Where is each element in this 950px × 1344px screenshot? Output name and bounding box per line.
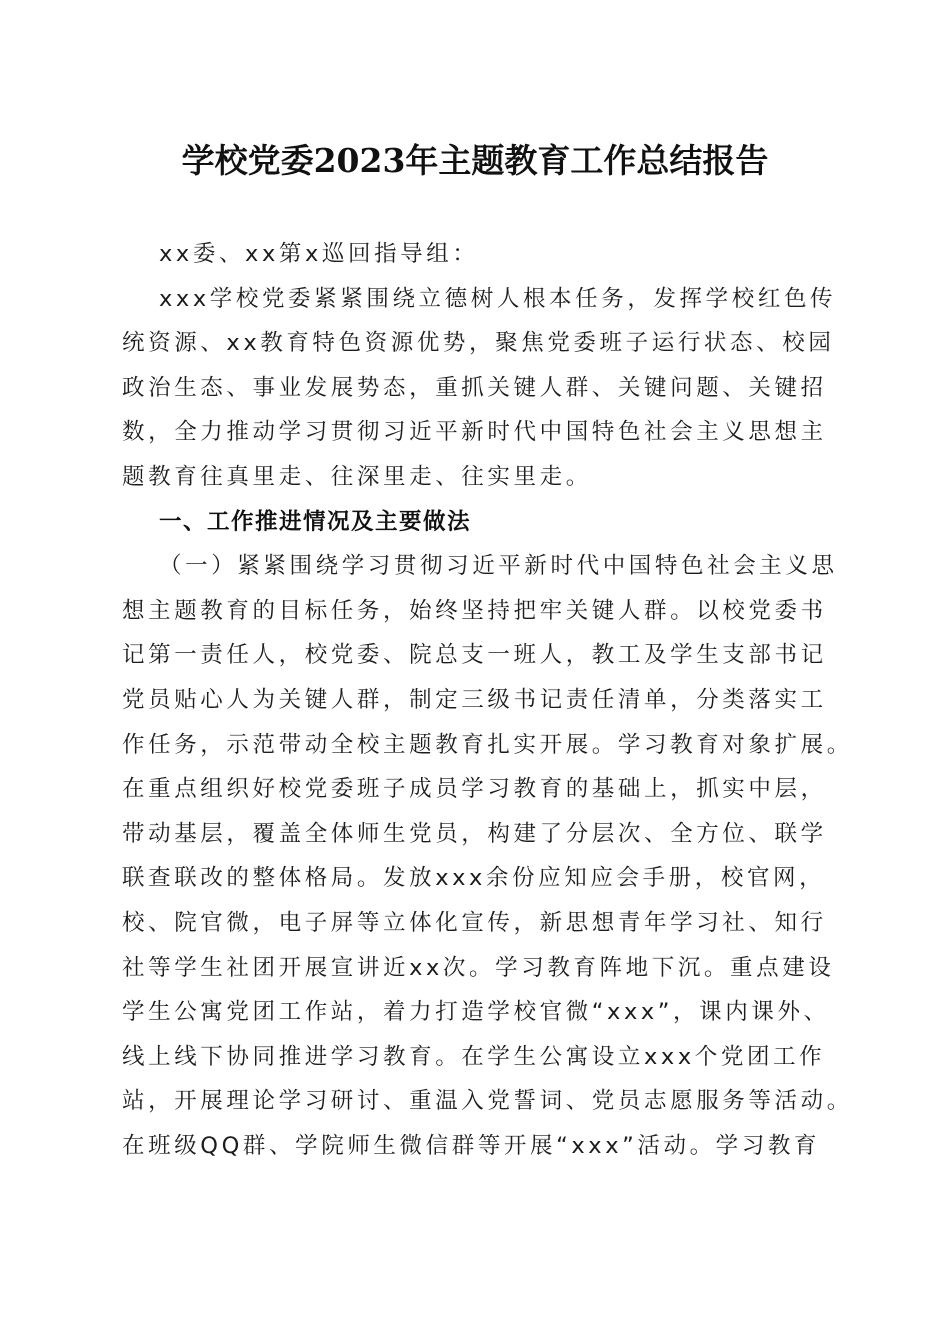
intro-line: 统资源、xx教育特色资源优势，聚焦党委班子运行状态、校园	[122, 330, 835, 357]
intro-line: 数，全力推动学习贯彻习近平新时代中国特色社会主义思想主	[122, 419, 827, 446]
section-body-line: 线上线下协同推进学习教育。在学生公寓设立xxx个党团工作	[122, 1043, 826, 1070]
section-body-line: 在重点组织好校党委班子成员学习教育的基础上，抓实中层，	[122, 776, 827, 803]
section-body-line: 作任务，示范带动全校主题教育扎实开展。学习教育对象扩展。	[122, 731, 853, 758]
section-body-line: 在班级QQ群、学院师生微信群等开展“xxx”活动。学习教育	[122, 1132, 821, 1159]
intro-line: 政治生态、事业发展势态，重抓关键人群、关键问题、关键招	[122, 374, 827, 401]
section-body-line: 想主题教育的目标任务，始终坚持把牢关键人群。以校党委书	[122, 597, 827, 624]
section-body-line: （一）紧紧围绕学习贯彻习近平新时代中国特色社会主义思	[159, 553, 838, 580]
document-body	[122, 232, 853, 1168]
document-title: 学校党委2023年主题教育工作总结报告	[181, 141, 769, 180]
section-body-line: 校、院官微，电子屏等立体化宣传，新思想青年学习社、知行	[122, 909, 827, 936]
salutation: xx委、xx第x巡回指导组：	[159, 241, 479, 267]
intro-line: 题教育往真里走、往深里走、往实里走。	[122, 463, 592, 490]
section-heading: 一、工作推进情况及主要做法	[159, 508, 472, 535]
section-body-line: 学生公寓党团工作站，着力打造学校官微“xxx”，课内课外、	[122, 999, 830, 1026]
section-body-line: 记第一责任人，校党委、院总支一班人，教工及学生支部书记	[122, 642, 827, 669]
section-body-line: 党员贴心人为关键人群，制定三级书记责任清单，分类落实工	[122, 686, 827, 713]
section-body-line: 社等学生社团开展宣讲近xx次。学习教育阵地下沉。重点建设	[122, 954, 835, 981]
section-body-line: 站，开展理论学习研讨、重温入党誓词、党员志愿服务等活动。	[122, 1088, 853, 1115]
section-body-line: 联查联改的整体格局。发放xxx余份应知应会手册，校官网，	[122, 865, 826, 892]
section-body-line: 带动基层，覆盖全体师生党员，构建了分层次、全方位、联学	[122, 820, 827, 847]
intro-line: xxx学校党委紧紧围绕立德树人根本任务，发挥学校红色传	[159, 285, 837, 312]
